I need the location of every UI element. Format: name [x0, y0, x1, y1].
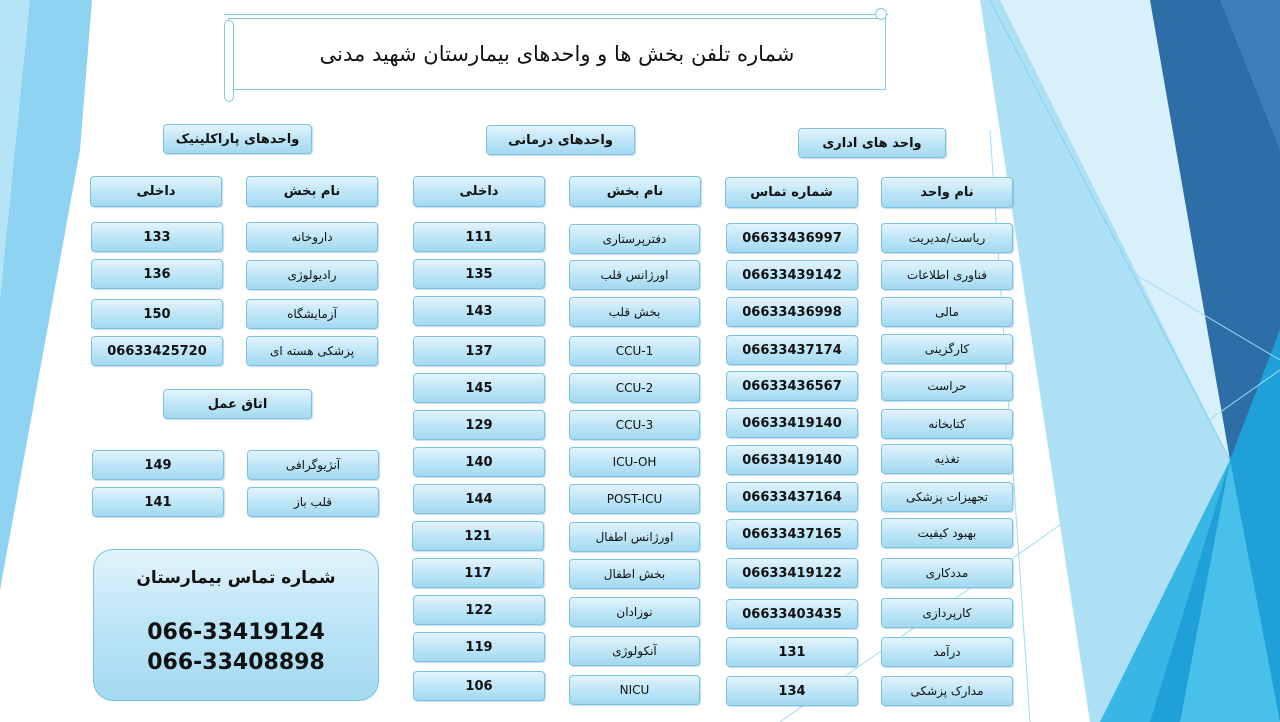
admin-col-name-header — [881, 177, 1013, 208]
clinical-row-ext-text: 135 — [465, 266, 493, 282]
admin-row-phone — [726, 637, 858, 667]
clinical-row-name-text: بخش اطفال — [603, 567, 666, 581]
clinical-row-ext — [413, 222, 545, 252]
clinical-heading-label: واحدهای درمانی — [508, 132, 613, 148]
hospital-contact-title: شماره تماس بیمارستان — [136, 568, 336, 588]
clinical-row-name — [569, 522, 700, 552]
clinical-row-ext — [413, 671, 545, 701]
or-row-ext-text: 141 — [144, 494, 172, 510]
admin-row-name — [881, 518, 1013, 548]
clinical-row-name — [569, 559, 700, 589]
paraclinic-row-ext — [91, 299, 223, 329]
admin-row-phone-text: 06633436997 — [742, 230, 842, 246]
clinical-col-ext-header — [413, 176, 545, 207]
admin-row-name — [881, 371, 1013, 401]
clinical-row-ext — [413, 336, 545, 366]
admin-row-phone — [726, 408, 858, 438]
admin-row-phone — [726, 297, 858, 327]
admin-col-phone-header — [725, 177, 858, 208]
clinical-row-ext — [413, 296, 545, 326]
admin-row-phone — [726, 599, 858, 629]
admin-row-name — [881, 558, 1013, 588]
clinical-row-name-text: اورژانس قلب — [600, 268, 669, 282]
clinical-row-ext — [413, 484, 545, 514]
clinical-row-name-text: اورژانس اطفال — [595, 530, 674, 544]
admin-row-phone — [726, 335, 858, 365]
admin-row-phone-text: 06633419122 — [742, 565, 842, 581]
admin-row-name — [881, 444, 1013, 474]
clinical-row-ext-text: 111 — [465, 229, 493, 245]
admin-row-name — [881, 260, 1013, 290]
clinical-row-ext-text: 143 — [465, 303, 493, 319]
clinical-row-ext — [412, 521, 544, 551]
admin-row-name-text: کارپردازی — [922, 606, 972, 620]
clinical-row-name — [569, 636, 700, 666]
paraclinic-heading-label: واحدهای پاراکلینیک — [175, 131, 300, 147]
paraclinic-col-ext-label: داخلی — [136, 184, 176, 199]
clinical-row-name — [569, 224, 700, 254]
clinical-row-name-text: نوزادان — [616, 605, 653, 619]
admin-row-phone-text: 06633419140 — [742, 452, 842, 468]
admin-row-phone — [726, 519, 858, 549]
clinical-row-name — [569, 410, 700, 440]
clinical-section-heading — [486, 125, 635, 155]
admin-heading-label: واحد های اداری — [822, 135, 922, 151]
admin-row-phone-text: 134 — [778, 683, 806, 699]
paraclinic-col-name-header — [246, 176, 378, 207]
clinical-row-name-text: آنکولوژی — [612, 644, 657, 658]
paraclinic-row-ext — [91, 222, 223, 252]
hospital-contact-card — [93, 549, 379, 701]
clinical-row-name — [569, 373, 700, 403]
admin-row-phone — [726, 371, 858, 401]
admin-row-phone-text: 06633436998 — [742, 304, 842, 320]
or-row-ext-text: 149 — [144, 457, 172, 473]
clinical-row-ext-text: 137 — [465, 343, 493, 359]
paraclinic-row-name — [246, 336, 378, 366]
clinical-row-ext-text: 145 — [465, 380, 493, 396]
clinical-row-ext — [413, 259, 545, 289]
admin-row-phone — [726, 482, 858, 512]
clinical-row-ext-text: 117 — [464, 565, 492, 581]
paraclinic-row-name-text: داروخانه — [291, 230, 333, 244]
clinical-row-name-text: POST-ICU — [606, 492, 663, 506]
clinical-row-ext-text: 144 — [465, 491, 493, 507]
admin-row-name-text: مالی — [935, 305, 959, 319]
admin-row-phone-text: 131 — [778, 644, 806, 660]
paraclinic-row-ext-text: 150 — [143, 306, 171, 322]
clinical-row-name — [569, 484, 700, 514]
clinical-row-name-text: NICU — [619, 683, 650, 697]
admin-row-name-text: مددکاری — [925, 566, 969, 580]
admin-row-name — [881, 637, 1013, 667]
admin-row-name-text: حراست — [927, 379, 967, 393]
admin-row-phone-text: 06633437165 — [742, 526, 842, 542]
clinical-row-name — [569, 675, 700, 705]
clinical-row-ext — [413, 410, 545, 440]
admin-row-phone-text: 06633439142 — [742, 267, 842, 283]
admin-section-heading — [798, 128, 946, 158]
clinical-row-ext — [412, 558, 544, 588]
admin-row-phone — [726, 260, 858, 290]
clinical-col-name-header — [569, 176, 701, 207]
admin-row-name — [881, 223, 1013, 253]
title-scroll-curl — [875, 8, 887, 20]
paraclinic-row-ext-text: 136 — [143, 266, 171, 282]
admin-row-phone — [726, 223, 858, 253]
page-title-banner — [228, 18, 886, 90]
paraclinic-row-ext — [91, 336, 223, 366]
admin-row-phone — [726, 558, 858, 588]
admin-row-phone-text: 06633437164 — [742, 489, 842, 505]
admin-row-name-text: تغذیه — [934, 452, 960, 466]
admin-row-name — [881, 297, 1013, 327]
admin-row-name-text: کارگزینی — [924, 342, 970, 356]
clinical-row-name — [569, 597, 700, 627]
paraclinic-row-name-text: رادیولوژی — [287, 268, 337, 282]
admin-row-phone-text: 06633436567 — [742, 378, 842, 394]
paraclinic-row-ext-text: 06633425720 — [107, 343, 207, 359]
clinical-row-ext — [413, 632, 545, 662]
clinical-col-name-label: نام بخش — [606, 184, 664, 199]
clinical-row-ext — [413, 447, 545, 477]
clinical-row-ext-text: 140 — [465, 454, 493, 470]
clinical-row-ext-text: 129 — [465, 417, 493, 433]
clinical-row-ext-text: 121 — [464, 528, 492, 544]
clinical-row-name-text: CCU-2 — [615, 381, 654, 395]
clinical-col-ext-label: داخلی — [459, 184, 499, 199]
paraclinic-row-name-text: آزمایشگاه — [287, 307, 337, 321]
admin-row-name — [881, 482, 1013, 512]
hospital-contact-number-2: 066-33408898 — [147, 650, 325, 675]
admin-col-phone-label: شماره تماس — [750, 185, 833, 200]
or-section-heading — [163, 389, 312, 419]
paraclinic-row-ext — [91, 259, 223, 289]
admin-row-name — [881, 676, 1013, 706]
paraclinic-row-name — [246, 260, 378, 290]
paraclinic-row-ext-text: 133 — [143, 229, 171, 245]
paraclinic-row-name-text: پزشکی هسته ای — [269, 344, 355, 358]
clinical-row-ext — [413, 373, 545, 403]
admin-row-name — [881, 409, 1013, 439]
admin-row-name-text: تجهیزات پزشکی — [906, 490, 988, 504]
or-row-name — [247, 450, 379, 480]
or-row-ext — [92, 450, 224, 480]
hospital-contact-number-1: 066-33419124 — [147, 620, 325, 645]
clinical-row-ext-text: 119 — [465, 639, 493, 655]
clinical-row-ext-text: 106 — [465, 678, 493, 694]
admin-row-name-text: بهبود کیفیت — [917, 526, 977, 540]
paraclinic-col-name-label: نام بخش — [283, 184, 341, 199]
page-title: شماره تلفن بخش ها و واحدهای بیمارستان شهید مدنی — [319, 42, 795, 66]
admin-row-name-text: فناوری اطلاعات — [907, 268, 987, 282]
title-scroll-roll — [224, 20, 234, 102]
admin-row-name-text: درآمد — [933, 645, 961, 659]
clinical-row-name-text: CCU-1 — [615, 344, 654, 358]
or-row-name-text: قلب باز — [293, 495, 333, 509]
admin-col-name-label: نام واحد — [920, 185, 974, 200]
or-row-name — [247, 487, 379, 517]
paraclinic-row-name — [246, 222, 378, 252]
or-row-name-text: آنژیوگرافی — [285, 458, 341, 472]
or-row-ext — [92, 487, 224, 517]
or-heading-label: اتاق عمل — [207, 396, 268, 412]
clinical-row-name — [569, 447, 700, 477]
paraclinic-row-name — [246, 299, 378, 329]
admin-row-name-text: مدارک پزشکی — [910, 684, 984, 698]
clinical-row-ext-text: 122 — [465, 602, 493, 618]
clinical-row-name — [569, 260, 700, 290]
admin-row-name-text: ریاست/مدیریت — [908, 231, 986, 245]
clinical-row-name-text: ICU-OH — [612, 455, 657, 469]
admin-row-name — [881, 598, 1013, 628]
paraclinic-section-heading — [163, 124, 312, 154]
admin-row-phone-text: 06633419140 — [742, 415, 842, 431]
admin-row-phone — [726, 445, 858, 475]
admin-row-name — [881, 334, 1013, 364]
clinical-row-name-text: بخش قلب — [608, 305, 661, 319]
admin-row-phone-text: 06633403435 — [742, 606, 842, 622]
clinical-row-name-text: CCU-3 — [615, 418, 654, 432]
clinical-row-name — [569, 336, 700, 366]
admin-row-name-text: کتابخانه — [928, 417, 966, 431]
paraclinic-col-ext-header — [90, 176, 222, 207]
title-scroll-top-edge — [224, 14, 888, 25]
admin-row-phone — [726, 676, 858, 706]
clinical-row-ext — [413, 595, 545, 625]
clinical-row-name — [569, 297, 700, 327]
admin-row-phone-text: 06633437174 — [742, 342, 842, 358]
clinical-row-name-text: دفترپرستاری — [602, 232, 667, 246]
